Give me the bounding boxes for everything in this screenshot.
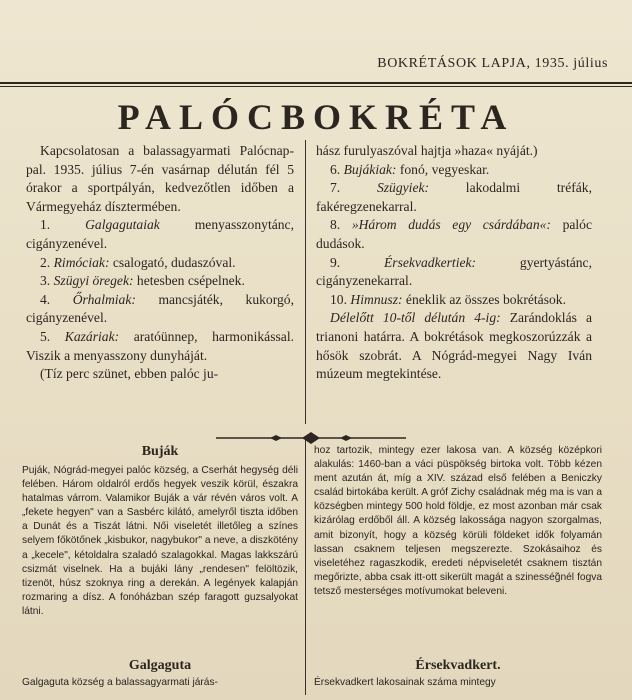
village-history-text [314, 444, 602, 599]
program-item-number: 3. [40, 273, 51, 289]
program-item [26, 291, 294, 328]
program-item-text: lakodalmi tréfák, fakéregzenekarral. [316, 180, 592, 214]
ersekvadkert-paragraph: Érsekvadkert lakosainak száma mintegy [314, 677, 496, 688]
program-item-group: Érsekvadkertiek: [384, 254, 477, 270]
page-header: BOKRÉTÁSOK LAPJA, 1935. július [377, 56, 608, 71]
program-item-number: 7. [330, 180, 341, 196]
column-divider [305, 140, 306, 424]
program-item-group: Galgagutaiak [85, 217, 160, 233]
village-history-paragraph: hoz tartozik, mintegy ezer lakosa van. A község középkori alakulás: 1460-ban a váci püspökség birtoka volt. Több kézen ment azután át, míg a XIV. század első felében a Beniczky család birtokába került. A gróf Zichy családnak még ma is van a községben mintegy 500 hold földje, ez most azonban már csak kizárólag erdőből áll. A község lakossága nagyon szorgalmas, amit bizonyít, hogy a község körüli földeket idők folyamán lassan csaknem teljesen megszerezte. Szokásaihoz és viseletéhez ragaszkodik, eredeti népviseletét csaknem tisztán megőrizte, abba csak itt-ott sikerült magát a szinesség̃nél fogva tetsző mesterséges motívumokat beleveni. [314, 445, 602, 597]
program-item-group: Őrhalmiak: [72, 291, 136, 307]
program-item [316, 216, 592, 253]
program-item-group: Himnusz: [350, 291, 403, 307]
program-item-text: palóc dudások. [316, 217, 593, 251]
program-item [26, 254, 294, 273]
galgaguta-title: Galgaguta [128, 658, 192, 673]
program-item-text: gyertyástánc, cigányzenekarral. [316, 254, 592, 289]
header-rule-thin [0, 86, 632, 87]
ersekvadkert-title: Érsekvadkert. [415, 658, 501, 673]
program-item-text: éneklik az összes bokrétások. [402, 291, 566, 307]
morning-text: Zarándoklás a trianoni határra. A bokrétások megkoszorúzzák a hősök szobrát. A Nógrád-megyei Nagy Iván múzeum megtekintése. [316, 310, 592, 382]
program-item-group: Szügyi öregek: [53, 273, 134, 289]
program-item [316, 161, 592, 180]
galgaguta-text [22, 676, 298, 690]
ersekvadkert-text [314, 676, 602, 690]
break-note-continuation: hász furulyaszóval hajtja »haza« nyáját.) [316, 143, 538, 158]
morning-label: Délelőtt 10-től délután 4-ig: [330, 310, 501, 326]
morning-program [316, 309, 592, 383]
program-item-number: 5. [40, 328, 51, 344]
program-item-text: mancsjáték, kukorgó, cigányzenével. [26, 291, 294, 326]
program-list-left [26, 216, 294, 365]
program-right-column [316, 142, 592, 384]
program-item [26, 216, 294, 253]
program-item-text: csalogató, dudaszóval. [109, 254, 236, 270]
program-item-group: »Három dudás egy csárdában«: [351, 217, 551, 233]
lower-column-divider [305, 440, 306, 695]
program-item-text: aratóünnep, harmonikással. Viszik a menyasszony dunyháját. [26, 328, 294, 363]
program-item-group: Kazáriak: [64, 328, 120, 344]
program-item [316, 179, 592, 216]
galgaguta-paragraph: Galgaguta község a balassagyarmati járás- [22, 677, 218, 688]
program-list-right [316, 161, 592, 310]
program-item [316, 291, 592, 310]
program-item [26, 328, 294, 365]
program-item-number: 9. [330, 254, 341, 270]
program-item-text: hetesben csépelnek. [133, 273, 245, 289]
program-left-column [26, 142, 294, 384]
program-item-number: 2. [40, 254, 51, 270]
program-item [316, 254, 592, 291]
bujak-text [22, 464, 298, 619]
bujak-title: Buják [141, 444, 179, 459]
break-note: (Tíz perc szünet, ebben palóc ju- [40, 366, 219, 382]
program-item-number: 10. [330, 291, 347, 307]
program-item-group: Bujákiak: [343, 161, 397, 177]
ornament-divider [216, 432, 406, 444]
program-item-group: Szügyiek: [376, 180, 430, 196]
program-item-number: 6. [330, 161, 341, 177]
program-item-text: menyasszonytánc, cigányzenével. [26, 217, 294, 251]
program-item-group: Rimóciak: [53, 254, 110, 270]
program-item [26, 272, 294, 291]
program-item-text: fonó, vegyeskar. [396, 161, 490, 177]
program-item-number: 1. [40, 217, 51, 233]
article-title: PALÓCBOKRÉTA [117, 97, 515, 137]
header-rule [0, 82, 632, 84]
bujak-paragraph: Puják, Nógrád-megyei palóc község, a Cserhát hegység déli felében. Három oldalról erdős hegyek veszik körül, északra hatalmas várrom. Valamikor Buják a vár révén város volt. A „fekete hegyen" van a Sasbérc kilátó, amelyről tiszta időben a Dunát és a Tiszát látni. Női viseletét illetőleg a színes selyem főkötőnek „kisbukor, nagybukor" a neve, a diszkötény a „kecele", kétoldalra szaladó szalagokkal. Magas lakkszárú csizmát viselnek. Ha a bujáki lány „rendesen" felöltözik, tizenöt, húsz szoknya ring a derekán. A legények kalapján rozmaring a dísz. A fonóházban szép faragott guzsalyokat látni. [22, 465, 298, 617]
program-intro: Kapcsolatosan a balassagyarmati Palócnap-pal. 1935. július 7-én vasárnap délután fél 5 órakor a sportpályán, kedvezőtlen időben a Vármegyeház dísztermében. [26, 143, 294, 214]
program-item-number: 8. [330, 217, 341, 233]
program-item-number: 4. [40, 291, 51, 307]
